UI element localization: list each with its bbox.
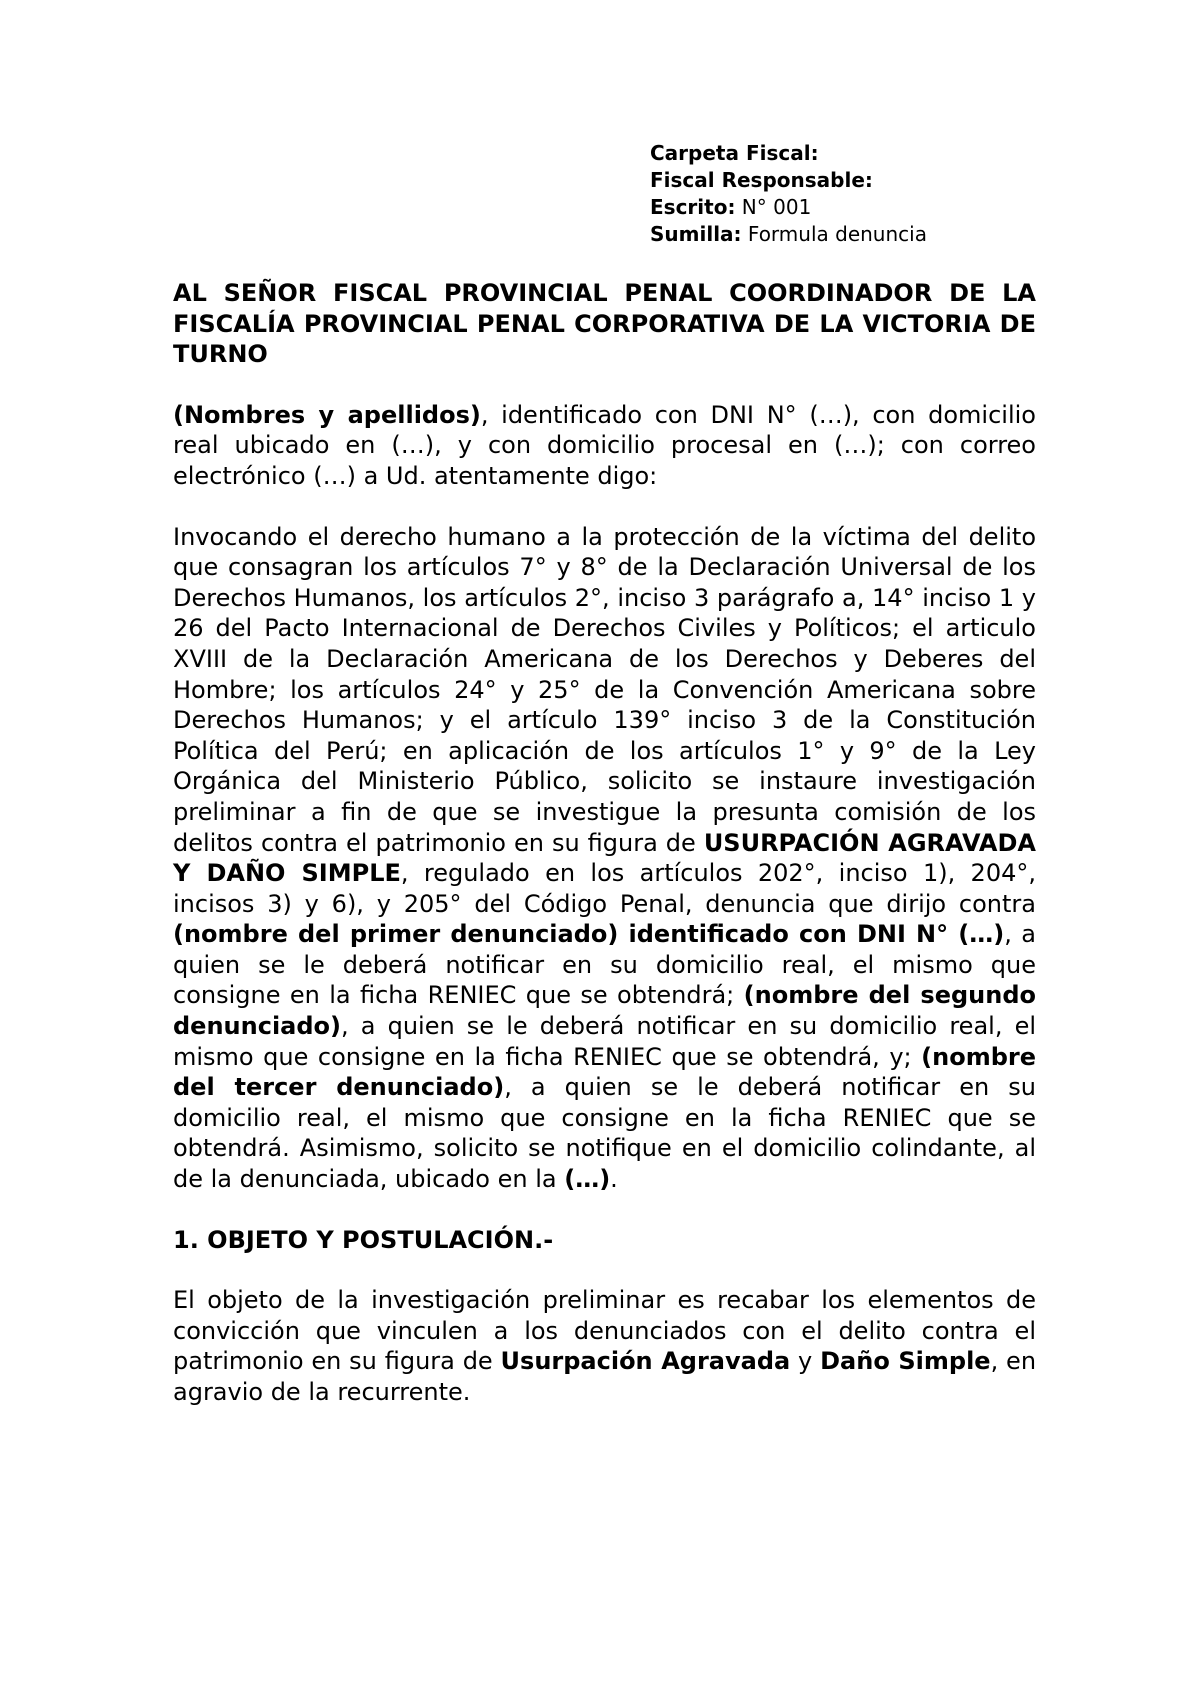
fiscal-responsable-label: Fiscal Responsable:: [650, 168, 873, 192]
case-header: [650, 140, 927, 248]
addressee-heading: AL SEÑOR FISCAL PROVINCIAL PENAL COORDINADOR DE LA FISCALÍA PROVINCIAL PENAL CORPORATIVA DE LA VICTORIA DE TURNO: [173, 279, 1036, 369]
escrito-label: Escrito:: [650, 195, 736, 219]
sumilla-line: [650, 221, 927, 248]
document-body: [173, 278, 1036, 1438]
third-accused: (nombre del tercer denunciado): [173, 1042, 1036, 1102]
main-text-part4: , a quien se le deberá notificar en su domicilio real, el mismo que consigne en la ficha RENIEC que se obtendrá, y;: [173, 1012, 1036, 1071]
section-1-crime1: Usurpación Agravada: [500, 1347, 791, 1376]
main-paragraph: [173, 522, 1036, 1195]
sumilla-label: Sumilla:: [650, 222, 742, 246]
location-placeholder: (…): [564, 1165, 611, 1194]
main-text-part3: , a quien se le deberá notificar en su domicilio real, el mismo que consigne en la ficha RENIEC que se obtendrá;: [173, 920, 1036, 1010]
first-accused: (nombre del primer denunciado) identificado con DNI N° (…): [173, 920, 1005, 949]
carpeta-fiscal-label: Carpeta Fiscal:: [650, 141, 819, 165]
section-1-text-part2: , en agravio de la recurrente.: [173, 1347, 1037, 1406]
section-1-text-part1: El objeto de la investigación preliminar es recabar los elementos de convicción que vinculen a los denunciados con el delito contra el patrimonio en su figura de: [173, 1286, 1036, 1376]
second-accused: (nombre del segundo denunciado): [173, 981, 1036, 1041]
main-text-part1: Invocando el derecho humano a la protección de la víctima del delito que consagran los artículos 7° y 8° de la Declaración Universal de los Derechos Humanos, los artículos 2°, inciso 3 parágrafo a, 14° inciso 1 y 26 del Pacto Internacional de Derechos Civiles y Políticos; el articulo XVIII de la Declaración Americana de los Derechos y Deberes del Hombre; los artículos 24° y 25° de la Convención Americana sobre Derechos Humanos; y el artículo 139° inciso 3 de la Constitución Política del Perú; en aplicación de los artículos 1° y 9° de la Ley Orgánica del Ministerio Público, solicito se instaure investigación preliminar a fin de que se investigue la presunta comisión de los delitos contra el patrimonio en su figura de: [173, 522, 1036, 857]
complainant-name-placeholder: (Nombres y apellidos): [173, 400, 481, 429]
sumilla-value: Formula denuncia: [741, 222, 927, 246]
crime-name: USURPACIÓN AGRAVADA Y DAÑO SIMPLE: [173, 828, 1036, 888]
main-text-part6: .: [610, 1165, 618, 1194]
intro-text: , identificado con DNI N° (…), con domicilio real ubicado en (…), y con domicilio procesal en (…); con correo electrónico (…) a Ud. atentamente digo:: [173, 400, 1036, 490]
main-text-part5: , a quien se le deberá notificar en su domicilio real, el mismo que consigne en la ficha RENIEC que se obtendrá. Asimismo, solicito se notifique en el domicilio colindante, al de la denunciada, ubicado en la: [173, 1073, 1036, 1194]
carpeta-fiscal-line: [650, 140, 927, 167]
intro-paragraph: [173, 400, 1036, 492]
section-1-paragraph: [173, 1285, 1036, 1407]
section-1-conjunction: y: [790, 1347, 821, 1376]
escrito-value: N° 001: [735, 195, 812, 219]
fiscal-responsable-line: [650, 167, 927, 194]
section-1-title: 1. OBJETO Y POSTULACIÓN.-: [173, 1225, 554, 1254]
escrito-line: [650, 194, 927, 221]
main-text-part2: , regulado en los artículos 202°, inciso 1), 204°, incisos 3) y 6), y 205° del Código Penal, denuncia que dirijo contra: [173, 859, 1036, 918]
section-1-crime2: Daño Simple: [820, 1347, 991, 1376]
